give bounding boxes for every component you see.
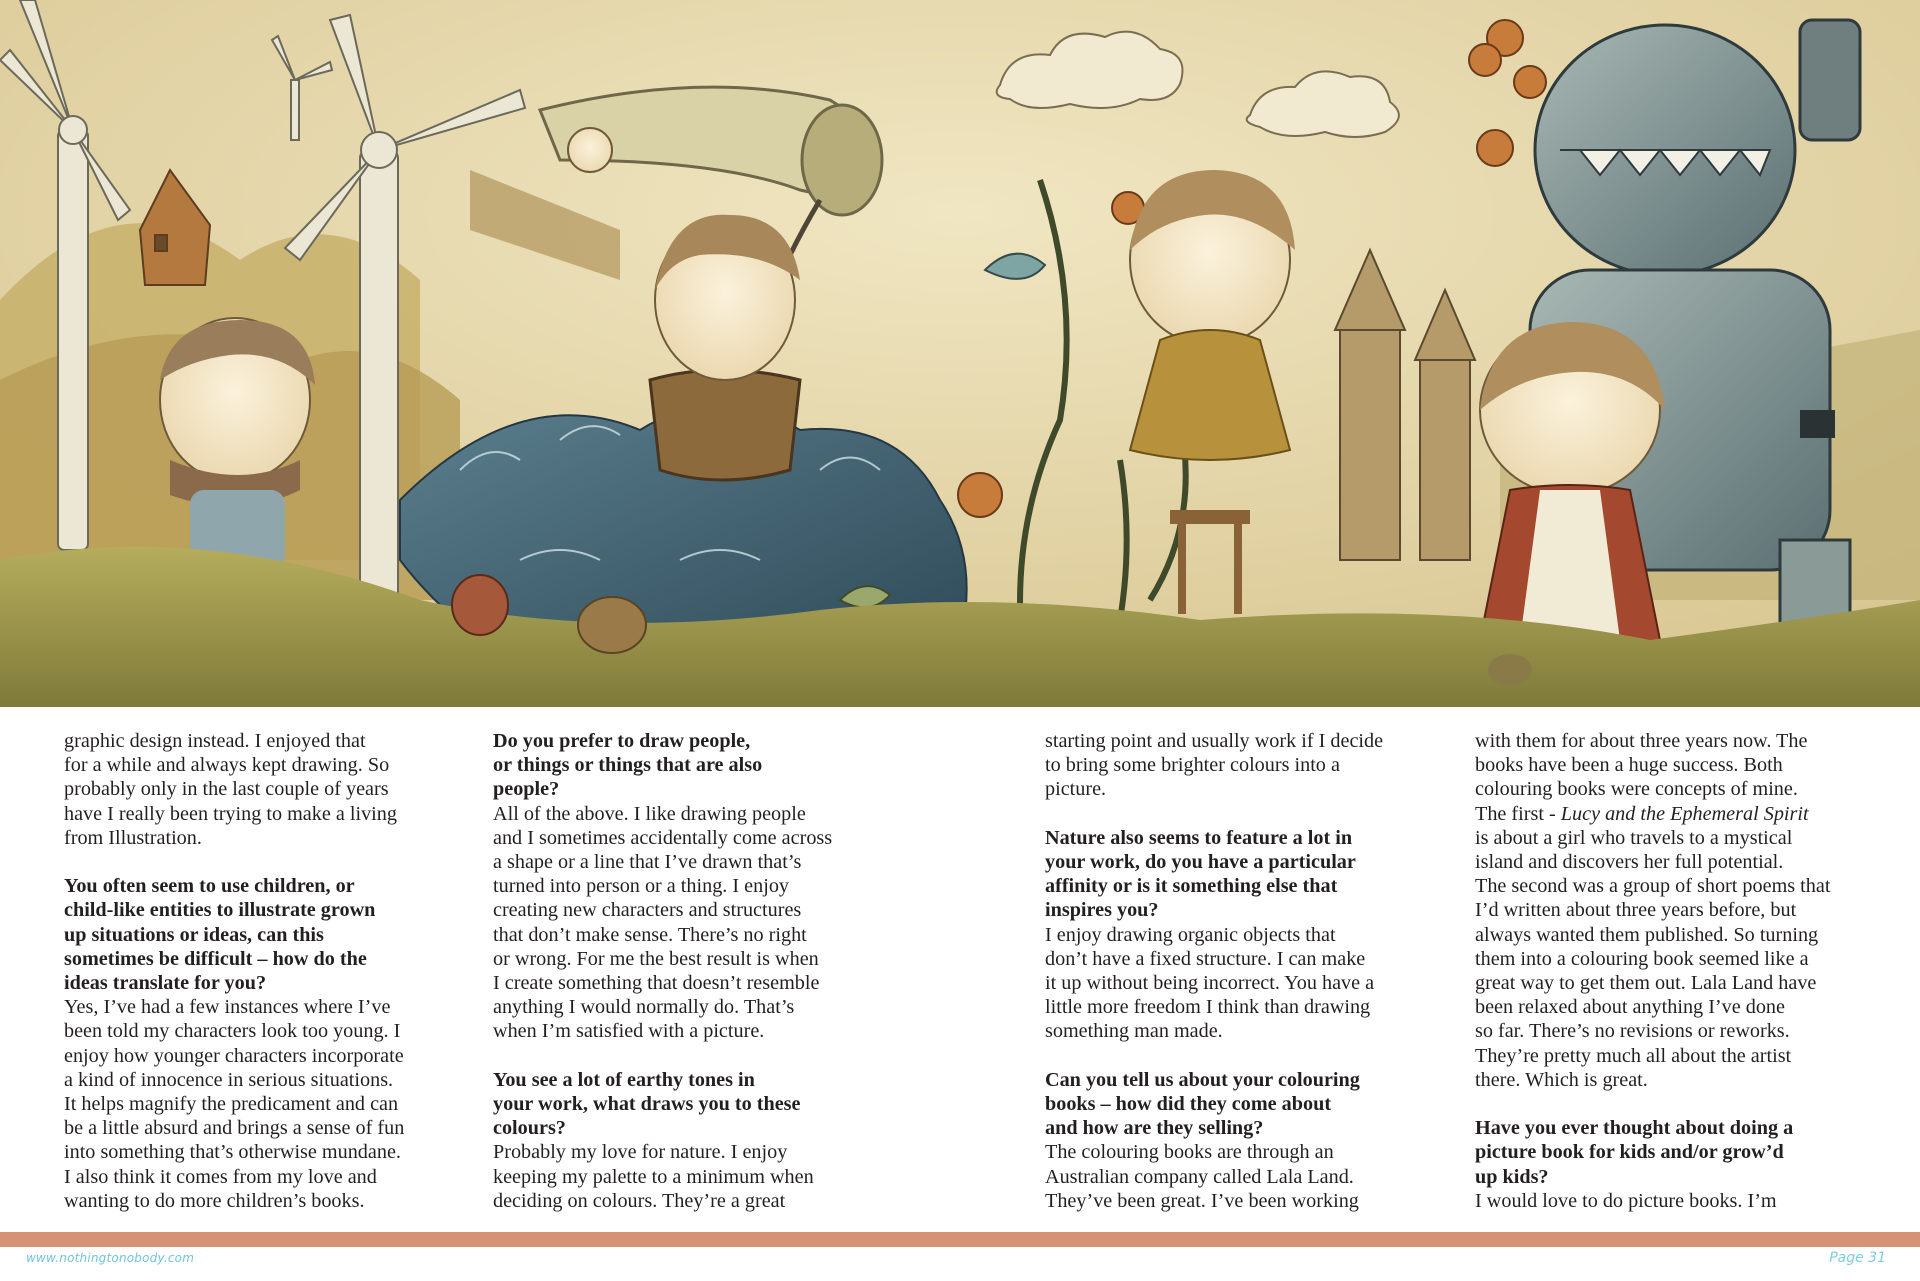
- article-column-3: [1045, 729, 1437, 1213]
- text-line: keeping my palette to a minimum when: [493, 1165, 814, 1188]
- article-column-1: [64, 729, 456, 1213]
- text-line: inspires you?: [1045, 899, 1159, 922]
- body-paragraph: [64, 729, 456, 850]
- text-line: turned into person or a thing. I enjoy: [493, 875, 790, 898]
- text-line: I create something that doesn’t resemble: [493, 972, 820, 995]
- text-line: to bring some brighter colours into a: [1045, 754, 1340, 777]
- footer-website-link[interactable]: www.nothingtonobody.com: [26, 1251, 195, 1265]
- text-line: or things or things that are also: [493, 754, 763, 777]
- text-line: I also think it comes from my love and: [64, 1165, 377, 1188]
- text-line: Nature also seems to feature a lot in: [1045, 826, 1353, 849]
- text-line: creating new characters and structures: [493, 899, 802, 922]
- text-line: Yes, I’ve had a few instances where I’ve: [64, 996, 391, 1019]
- text-line: They’ve been great. I’ve been working: [1045, 1189, 1359, 1212]
- text-line: All of the above. I like drawing people: [493, 802, 806, 825]
- text-line: into something that’s otherwise mundane.: [64, 1141, 401, 1164]
- text-line: up situations or ideas, can this: [64, 923, 324, 946]
- text-line: wanting to do more children’s books.: [64, 1189, 365, 1212]
- text-line: be a little absurd and brings a sense of fun: [64, 1117, 405, 1140]
- text-line: something man made.: [1045, 1020, 1223, 1043]
- text-line: child-like entities to illustrate grown: [64, 899, 376, 922]
- interview-answer: [493, 1140, 885, 1213]
- text-line: I’d written about three years before, but: [1475, 899, 1797, 922]
- article-column-2: [493, 729, 885, 1213]
- text-line: affinity or is it something else that: [1045, 875, 1338, 898]
- interview-answer: [1045, 923, 1437, 1044]
- text-line: starting point and usually work if I decide: [1045, 730, 1384, 752]
- text-fragment: The first -: [1475, 802, 1561, 825]
- body-paragraph: [1045, 729, 1437, 802]
- text-line: your work, what draws you to these: [493, 1093, 801, 1116]
- article-column-4: [1475, 729, 1867, 1213]
- text-line: your work, do you have a particular: [1045, 851, 1356, 873]
- text-line: little more freedom I think than drawing: [1045, 996, 1371, 1019]
- text-line: or wrong. For me the best result is when: [493, 947, 819, 970]
- text-line: it up without being incorrect. You have a: [1045, 972, 1375, 995]
- text-line: Can you tell us about your colouring: [1045, 1068, 1360, 1091]
- text-line: The second was a group of short poems that: [1475, 875, 1831, 898]
- text-line: deciding on colours. They’re a great: [493, 1189, 786, 1212]
- text-line: You often seem to use children, or: [64, 875, 355, 898]
- text-line: I enjoy drawing organic objects that: [1045, 923, 1336, 946]
- text-line: books – how did they come about: [1045, 1093, 1332, 1116]
- interview-answer: [1475, 1189, 1867, 1213]
- text-line: sometimes be difficult – how do the: [64, 947, 367, 970]
- text-line: Australian company called Lala Land.: [1045, 1165, 1354, 1188]
- text-line: great way to get them out. Lala Land have: [1475, 972, 1817, 995]
- text-line: don’t have a fixed structure. I can make: [1045, 947, 1366, 970]
- text-line: picture.: [1045, 778, 1107, 801]
- interview-question: [64, 874, 456, 995]
- text-line: books have been a huge success. Both: [1475, 754, 1783, 777]
- text-line: Probably my love for nature. I enjoy: [493, 1141, 788, 1164]
- interview-question: [1045, 1068, 1437, 1141]
- text-line: anything I would normally do. That’s: [493, 996, 795, 1019]
- text-line: when I’m satisfied with a picture.: [493, 1020, 765, 1043]
- text-line: been told my characters look too young. I: [64, 1020, 401, 1043]
- text-line: a kind of innocence in serious situations.: [64, 1068, 394, 1091]
- book-title: Lucy and the Ephemeral Spirit: [1560, 802, 1809, 825]
- interview-answer: [64, 995, 456, 1213]
- interview-answer: [1045, 1140, 1437, 1213]
- interview-question: [1045, 826, 1437, 923]
- text-line: You see a lot of earthy tones in: [493, 1068, 755, 1091]
- text-line: and how are they selling?: [1045, 1117, 1264, 1140]
- text-line: I would love to do picture books. I’m: [1475, 1189, 1777, 1212]
- interview-question: [493, 729, 885, 802]
- body-paragraph: [1475, 729, 1867, 1092]
- text-line: probably only in the last couple of years: [64, 778, 389, 801]
- text-line: a shape or a line that I’ve drawn that’s: [493, 851, 802, 874]
- text-line: picture book for kids and/or grow’d: [1475, 1141, 1784, 1164]
- text-line: always wanted them published. So turning: [1475, 923, 1819, 946]
- text-line: It helps magnify the predicament and can: [64, 1093, 399, 1116]
- text-line: there. Which is great.: [1475, 1068, 1648, 1091]
- text-line: The colouring books are through an: [1045, 1141, 1334, 1164]
- text-line: ideas translate for you?: [64, 972, 267, 995]
- text-line: They’re pretty much all about the artist: [1475, 1044, 1792, 1067]
- text-line: have I really been trying to make a living: [64, 802, 397, 825]
- text-line: enjoy how younger characters incorporate: [64, 1044, 404, 1067]
- text-line: graphic design instead. I enjoyed that: [64, 730, 366, 752]
- page-number: Page 31: [1829, 1250, 1886, 1266]
- text-line: been relaxed about anything I’ve done: [1475, 996, 1785, 1019]
- text-line: colouring books were concepts of mine.: [1475, 778, 1798, 801]
- text-line: and I sometimes accidentally come across: [493, 826, 833, 849]
- text-line: island and discovers her full potential.: [1475, 851, 1784, 874]
- text-line: colours?: [493, 1117, 566, 1140]
- text-line: Do you prefer to draw people,: [493, 730, 751, 752]
- footer-bar: [0, 1232, 1920, 1247]
- text-line: people?: [493, 778, 560, 801]
- text-line: is about a girl who travels to a mystical: [1475, 826, 1793, 849]
- text-line: [1475, 803, 1809, 825]
- text-line: so far. There’s no revisions or reworks.: [1475, 1020, 1790, 1043]
- text-line: with them for about three years now. The: [1475, 730, 1808, 752]
- text-line: for a while and always kept drawing. So: [64, 754, 390, 777]
- text-line: Have you ever thought about doing a: [1475, 1117, 1794, 1140]
- interview-question: [1475, 1116, 1867, 1189]
- text-line: them into a colouring book seemed like a: [1475, 947, 1809, 970]
- interview-answer: [493, 802, 885, 1044]
- text-line: up kids?: [1475, 1165, 1549, 1188]
- interview-question: [493, 1068, 885, 1141]
- text-line: from Illustration.: [64, 826, 202, 849]
- text-line: that don’t make sense. There’s no right: [493, 923, 807, 946]
